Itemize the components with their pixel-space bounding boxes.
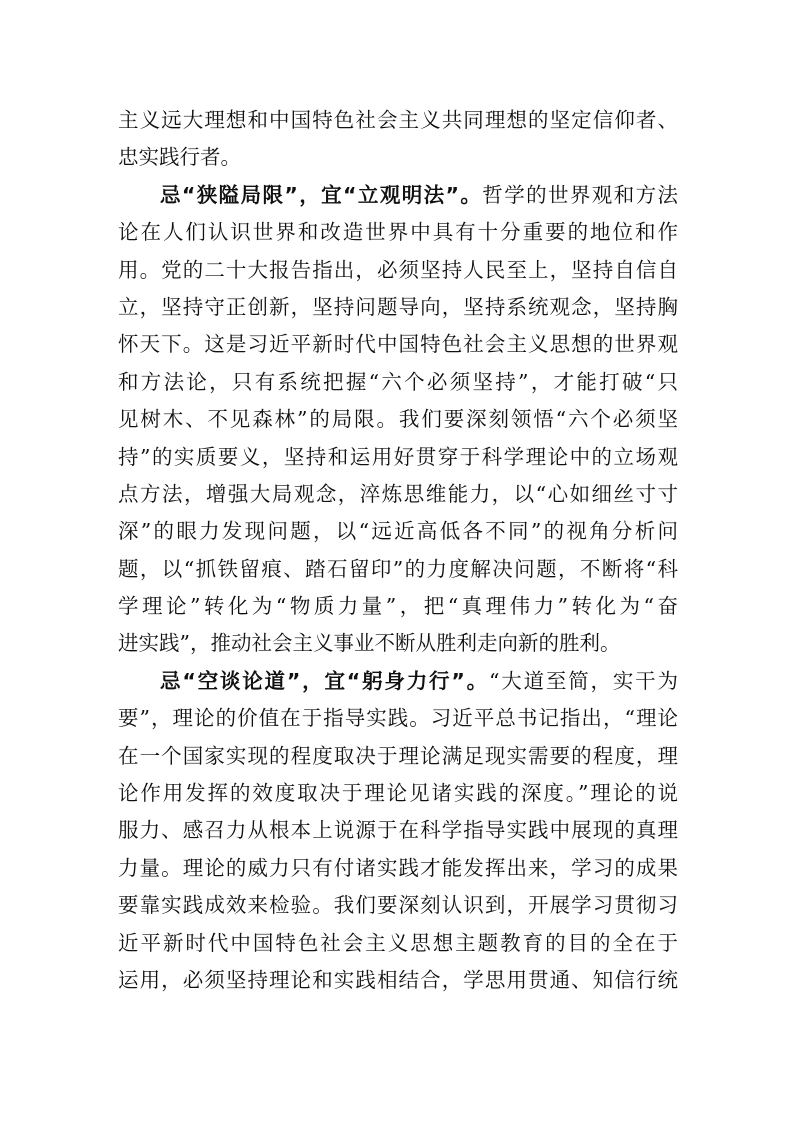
text-line: 怀天下。这是习近平新时代中国特色社会主义思想的世界观 [118,332,678,357]
paragraph-1 [118,102,678,177]
paragraph-3 [118,663,678,1000]
text-line: 近平新时代中国特色社会主义思想主题教育的目的全在于 [118,930,678,955]
text-span: 哲学的世界观和方法 [482,182,678,207]
text-line: 要靠实践成效来检验。我们要深刻认识到，开展学习贯彻习 [118,893,678,918]
text-line: 立，坚持守正创新，坚持问题导向，坚持系统观念，坚持胸 [118,294,678,319]
text-line: 论作用发挥的效度取决于理论见诸实践的深度。”理论的说 [118,781,678,806]
text-line: 服力、感召力从根本上说源于在科学指导实践中展现的真理 [118,818,678,843]
text-span: “大道至简，实干为 [488,668,678,693]
text-line [118,177,678,214]
text-line: 主义远大理想和中国特色社会主义共同理想的坚定信仰者、 [118,108,678,132]
text-line [118,663,678,700]
text-line: 持”的实质要义，坚持和运用好贯穿于科学理论中的立场观 [118,444,678,469]
text-line: 力量。理论的威力只有付诸实践才能发挥出来，学习的成果 [118,855,678,880]
text-line: 运用，必须坚持理论和实践相结合，学思用贯通、知信行统 [118,967,678,992]
text-line: 要”，理论的价值在于指导实践。习近平总书记指出，“理论 [118,706,678,731]
text-line: 点方法，增强大局观念，淬炼思维能力，以“心如细丝寸寸 [118,481,678,506]
text-line: 忠实践行者。 [118,145,241,170]
text-line: 深”的眼力发现问题，以“远近高低各不同”的视角分析问 [118,519,678,544]
document-page [118,102,678,999]
text-line: 见树木、不见森林”的局限。我们要深刻领悟“六个必须坚 [118,407,678,432]
text-line: 进实践”，推动社会主义事业不断从胜利走向新的胜利。 [118,631,621,656]
text-line: 论在人们认识世界和改造世界中具有十分重要的地位和作 [118,220,678,245]
paragraph-heading: 忌“狭隘局限”，宜“立观明法”。 [160,182,483,207]
paragraph-heading: 忌“空谈论道”，宜“躬身力行”。 [160,668,489,693]
text-line: 题，以“抓铁留痕、踏石留印”的力度解决问题，不断将“科 [118,556,678,581]
text-line: 在一个国家实现的程度取决于理论满足现实需要的程度，理 [118,743,678,768]
text-line: 和方法论，只有系统把握“六个必须坚持”，才能打破“只 [118,369,678,394]
paragraph-2 [118,177,678,663]
text-line: 用。党的二十大报告指出，必须坚持人民至上，坚持自信自 [118,257,678,282]
text-line: 学理论”转化为“物质力量”，把“真理伟力”转化为“奋 [118,594,678,619]
